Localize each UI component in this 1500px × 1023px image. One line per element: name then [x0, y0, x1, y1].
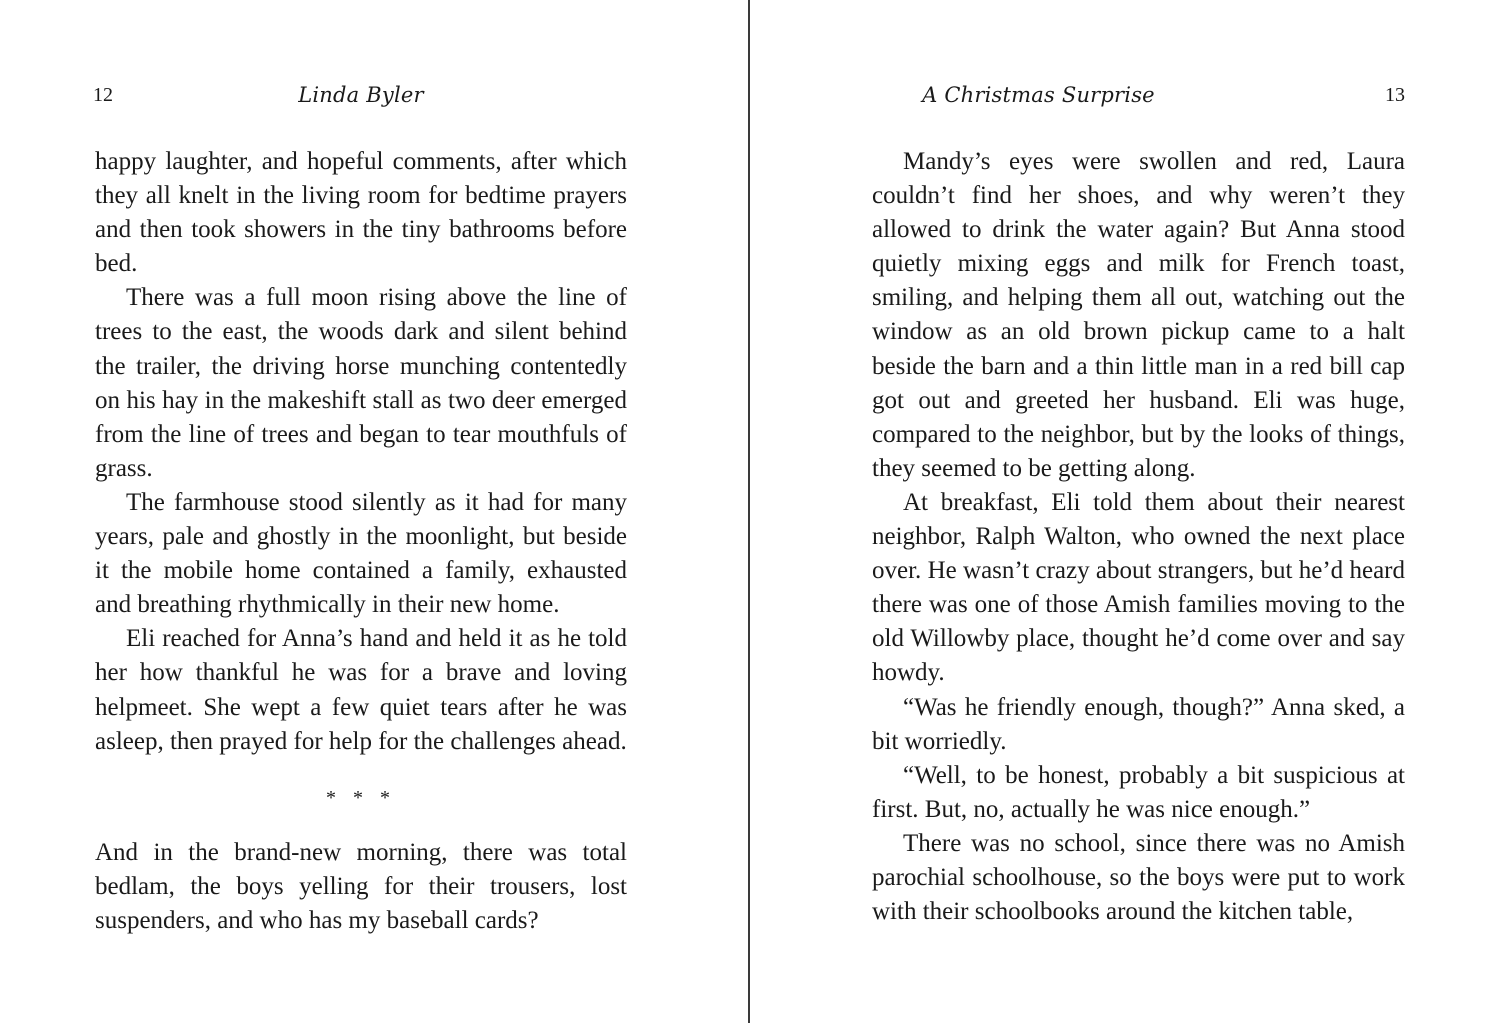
left-running-head: [95, 80, 627, 110]
paragraph: Eli reached for Anna’s hand and held it as he told her how thankful he was for a brave and loving helpmeet. She wept a few quiet tears after he was asleep, then prayed for help for the challenges ahead.: [95, 625, 627, 755]
author-running-head: Linda Byler: [298, 83, 424, 107]
right-running-head: [872, 80, 1405, 110]
section-break: * * *: [326, 786, 396, 809]
book-title-running-head: A Christmas Surprise: [922, 83, 1155, 107]
right-page: [872, 0, 1405, 1023]
paragraph: happy laughter, and hopeful comments, after which they all knelt in the living room for bedtime prayers and then took showers in the tiny bathrooms before bed.: [95, 148, 627, 278]
page-gutter-divider: [748, 0, 750, 1023]
left-body-text: [95, 145, 627, 938]
paragraph: At breakfast, Eli told them about their nearest neighbor, Ralph Walton, who owned the next place over. He wasn’t crazy about strangers, but he’d heard there was one of those Amish families moving to the old Willowby place, thought he’d come over and say howdy.: [872, 488, 1405, 687]
paragraph: Mandy’s eyes were swollen and red, Laura couldn’t find her shoes, and why weren’t they allowed to drink the water again? But Anna stood quietly mixing eggs and milk for French toast, smiling, and helping them all out, watching out the window as an old brown pickup came to a halt beside the barn and a thin little man in a red bill cap got out and greeted her husband. Eli was huge, compared to the neighbor, but by the looks of things, they seemed to be getting along.: [872, 148, 1405, 482]
paragraph: And in the brand-new morning, there was total bedlam, the boys yelling for their trousers, lost suspenders, and who has my baseball cards?: [95, 838, 627, 934]
right-body-text: [872, 145, 1405, 929]
left-page-number: 12: [93, 84, 113, 106]
paragraph: “Well, to be honest, probably a bit suspicious at first. But, no, actually he was nice enough.”: [872, 761, 1405, 823]
paragraph: The farmhouse stood silently as it had for many years, pale and ghostly in the moonlight, but beside it the mobile home contained a family, exhausted and breathing rhythmically in their new home.: [95, 488, 627, 619]
right-page-number: 13: [1385, 84, 1405, 106]
paragraph: “Was he friendly enough, though?” Anna sked, a bit worriedly.: [872, 693, 1405, 755]
paragraph: There was a full moon rising above the line of trees to the east, the woods dark and silent behind the trailer, the driving horse munching contentedly on his hay in the makeshift stall as two deer emerged from the line of trees and began to tear mouthfuls of grass.: [95, 284, 627, 482]
left-page: [95, 0, 627, 1023]
paragraph: There was no school, since there was no Amish parochial schoolhouse, so the boys were put to work with their schoolbooks around the kitchen table,: [872, 829, 1405, 926]
